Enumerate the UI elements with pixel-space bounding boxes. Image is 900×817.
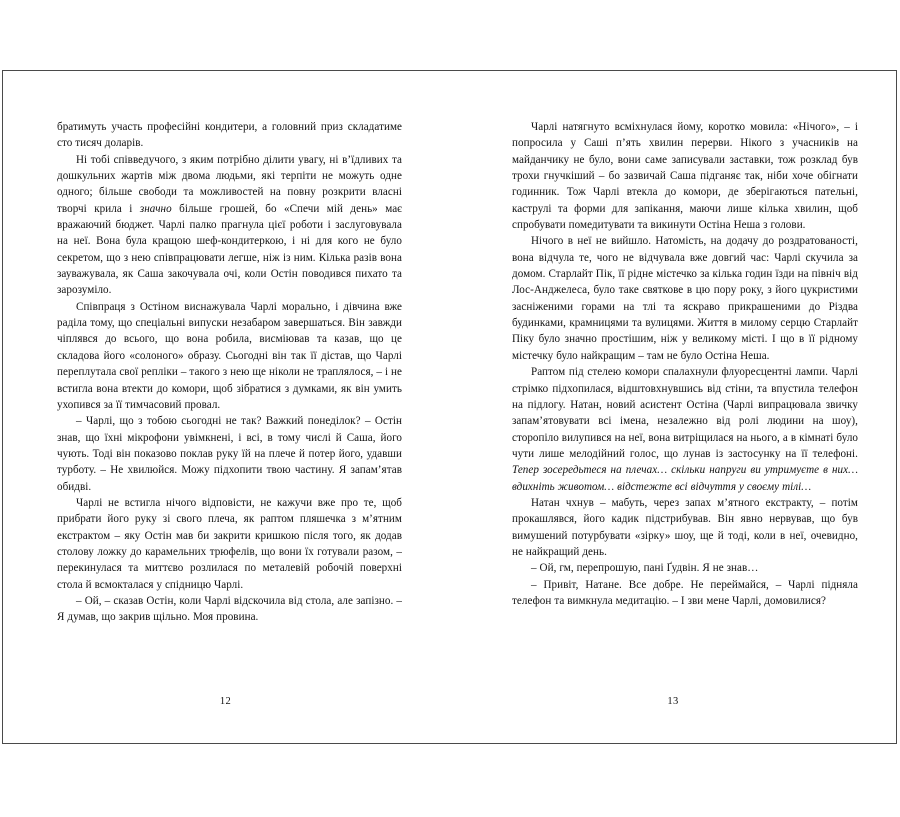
- text-run: Ні тобі співведучого, з яким потрібно ділити увагу, ні в’їдливих та дошкульних жартів між двома людьми, які терпіти не можуть одне одного; більше свободи та можливостей на повну розкрити власні творчі крила і: [57, 153, 402, 215]
- paragraph: [512, 364, 858, 495]
- text-run: Раптом під стелею комори спалахнули флуоресцентні лампи. Чарлі стрімко підхопилася, відштовхнувшись від стіни, та впустила телефон на підлогу. Натан, новий асистент Остіна (Чарлі випрацювала звичку запам’ятовувати всі імена, незалежно від ролі людини на шоу), сторопіло вилупився на неї, вона витріщилася на нього, а в кімнаті було чути лише мелодійний голос, що лунав із застосунку на її телефоні.: [512, 366, 858, 460]
- page-left-folio: 12: [219, 696, 232, 707]
- paragraph: [512, 560, 858, 576]
- paragraph: [57, 495, 402, 593]
- paragraph: [57, 152, 402, 299]
- paragraph: [57, 299, 402, 413]
- page-left-textblock: [57, 119, 402, 626]
- page-left: [3, 71, 448, 743]
- page-right-folio: 13: [667, 696, 679, 707]
- paragraph: [512, 233, 858, 364]
- text-run: Чарлі не встигла нічого відповісти, не кажучи вже про те, щоб прибрати його руку зі свого плеча, як раптом пляшечка з м’ятним екстрактом – яку Остін мав би закрити кришкою після того, як додав столову ложку до карамельних трюфелів, що вони їх готували разом, – перекинулася та миттєво розлилася по металевій робочій поверхні стола й всмокталася у спідницю Чарлі.: [57, 496, 402, 591]
- text-run: більше грошей, бо «Спечи мій день» має вражаючий бюджет. Чарлі палко прагнула цієї роботи і заслуговувала на неї. Вона була кращою шеф-кондитеркою, і ні для кого не було секретом, що з нею співпрацювати легше, ніж із ним. Кілька разів вона зауважувала, як Саша закочувала очі, коли Остін поводився пихато та зарозуміло.: [57, 202, 402, 297]
- paragraph: [57, 119, 402, 152]
- page-right-textblock: [512, 119, 858, 609]
- paragraph: [512, 577, 858, 610]
- paragraph: [512, 119, 858, 233]
- page-right: [448, 71, 898, 743]
- emphasis-run: значно: [139, 202, 172, 215]
- text-run: – Ой, гм, перепрошую, пані Ґудвін. Я не знав…: [531, 562, 759, 575]
- text-run: братимуть участь професійні кондитери, а головний приз складатиме сто тисяч доларів.: [57, 121, 402, 150]
- text-run: – Ой, – сказав Остін, коли Чарлі відскочила від стола, але запізно. – Я думав, що закрив щільно. Моя провина.: [57, 594, 402, 624]
- text-run: Співпраця з Остіном виснажувала Чарлі морально, і дівчина вже раділа тому, що спеціальні випуски незабаром завершаться. Він завжди чіплявся до всього, що вона робила, висміював та казав, що це складова його «солоного» образу. Сьогодні він так її дістав, що Чарлі переплутала свої репліки – такого з нею ще ніколи не траплялося, – і не встигла вона втекти до комори, щоб зібратися з думками, як він умить ухопився за її тимчасовий провал.: [57, 300, 402, 411]
- text-run: – Чарлі, що з тобою сьогодні не так? Важкий понеділок? – Остін знав, що їхні мікрофони увімкнені, і всі, в тому числі й Саша, його чують. Тоді він показово поклав руку їй на плече й потер його, удавши турботу. – Не хвилюйся. Можу підхопити твою частину. Я запам’ятав обидві.: [57, 415, 402, 493]
- paragraph: [512, 495, 858, 560]
- text-run: Чарлі натягнуто всміхнулася йому, коротко мовила: «Нічого», – і попросила у Саші п’ять хвилин перерви. Нікого з учасників на майданчику не було, вони саме записували заставки, тож розклад був трохи гнучкіший – бо зазвичай Саша підганяє так, ніби хоче обігнати годинник. Тож Чарлі втекла до комори, де зберігаються пательні, каструлі та форми для запікання, маючи лише кілька хвилин, щоб спробувати помедитувати та викинути Остіна Неша з голови.: [512, 121, 858, 232]
- text-run: Натан чхнув – мабуть, через запах м’ятного екстракту, – потім прокашлявся, його кадик підстрибував. Він явно нервував, що був вимушений потурбувати «зірку» шоу, ще й тоді, коли в неї, очевидно, не найкращий день.: [512, 496, 858, 558]
- text-run: – Привіт, Натане. Все добре. Не переймайся, – Чарлі підняла телефон та вимкнула медитацію. – І зви мене Чарлі, домовилися?: [512, 578, 858, 607]
- paragraph: [57, 593, 402, 626]
- paragraph: [57, 413, 402, 495]
- text-run: Нічого в неї не вийшло. Натомість, на додачу до роздратованості, вона відчула те, чого не відчувала вже довгий час: Чарлі скучила за домом. Старлайт Пік, її рідне містечко за кілька годин їзди на північ від Лос-Анджелеса, було таке святкове в цю пору року, з його цукристими засніженими горами на тлі та яскраво прикрашеними до Різдва будинками, крамницями та вулицями. Життя в милому серцю Старлайт Піку було значно простішим, ніж у великому місті. І що в її рідному містечку було найкращим – там не було Остіна Неша.: [512, 235, 858, 362]
- book-spread-frame: [2, 70, 897, 744]
- emphasis-run: Тепер зосередьтеся на плечах… скільки напруги ви утримуєте в них… вдихніть животом… відстежте всі відчуття у своєму тілі…: [512, 464, 858, 493]
- book-spread: [3, 71, 896, 743]
